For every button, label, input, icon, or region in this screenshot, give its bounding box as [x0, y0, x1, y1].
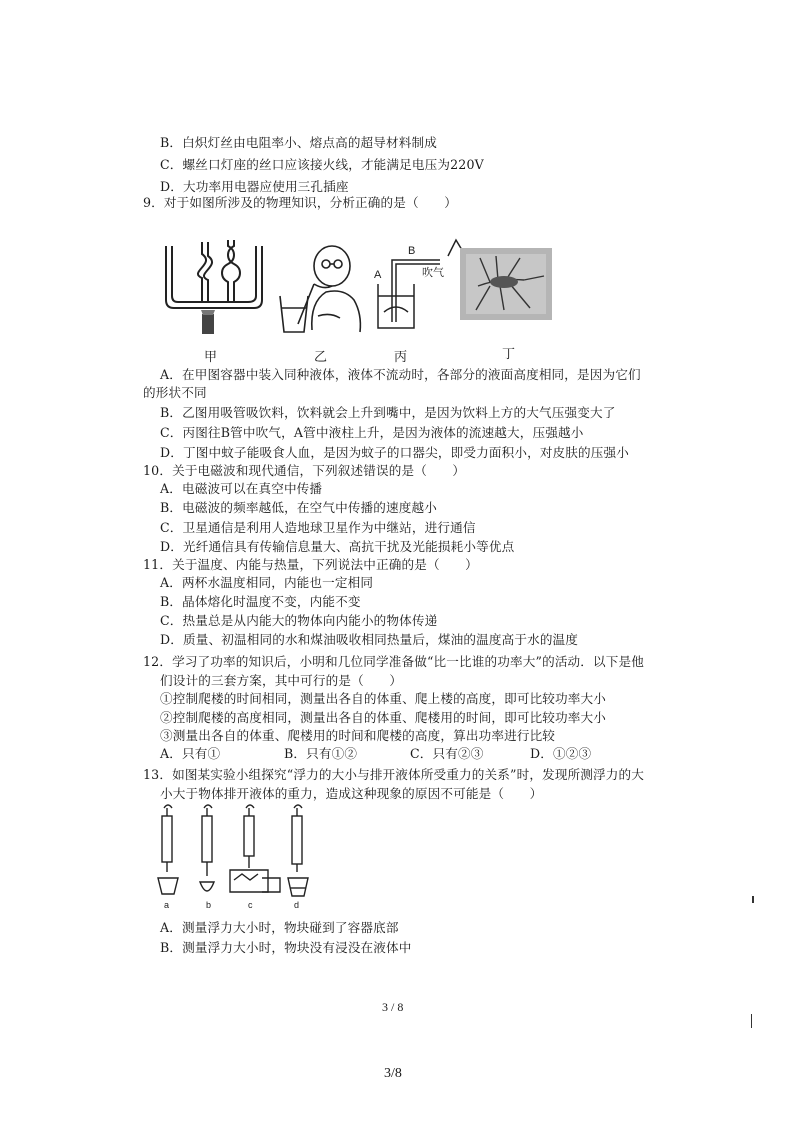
q12-plan-3: ③测量出各自的体重、爬楼用的时间和爬楼的高度，算出功率进行比较	[160, 728, 556, 743]
figure-ding-caption: 丁	[502, 347, 516, 362]
q13-option-b: B．测量浮力大小时，物块没有浸没在液体中	[160, 940, 412, 955]
q11-option-c: C．热量总是从内能大的物体向内能小的物体传递	[160, 613, 438, 628]
q12-plan-2: ②控制爬楼的高度相同，测量出各自的体重、爬楼用的时间，即可比较功率大小	[160, 710, 607, 725]
q12-option-d: D．①②③	[530, 746, 592, 761]
figure-q13-label-d: d	[294, 900, 300, 910]
figure-yi-straw-drinking	[274, 242, 366, 338]
q9-option-b: B．乙图用吸管吸饮料，饮料就会上升到嘴中，是因为饮料上方的大气压强变大了	[160, 405, 616, 420]
figure-bing-blow-tube	[370, 232, 466, 336]
q12-option-a: A．只有①	[160, 746, 221, 761]
q12-plan-1: ①控制爬楼的时间相同，测量出各自的体重、爬上楼的高度，即可比较功率大小	[160, 691, 607, 706]
q13-stem-line1: 13．如图某实验小组探究“浮力的大小与排开液体所受重力的关系”时，发现所测浮力的大	[143, 767, 645, 782]
scan-speck	[752, 896, 754, 903]
figure-q13-buoyancy-steps	[150, 800, 330, 910]
q12-stem-line1: 12．学习了功率的知识后，小明和几位同学准备做“比一比谁的功率大”的活动．以下是他	[143, 654, 645, 669]
q8-option-c: C．螺丝口灯座的丝口应该接火线，才能满足电压为220V	[160, 157, 484, 172]
q9-option-a-line2: 的形状不同	[143, 385, 207, 400]
figure-bing-caption: 丙	[394, 350, 408, 365]
q11-stem: 11．关于温度、内能与热量，下列说法中正确的是（ ）	[143, 557, 478, 572]
q10-option-d: D．光纤通信具有传输信息量大、高抗干扰及光能损耗小等优点	[160, 539, 515, 554]
q12-option-b: B．只有①②	[284, 746, 358, 761]
page-number-outer: 3/8	[384, 1066, 402, 1081]
q9-stem: 9．对于如图所涉及的物理知识，分析正确的是（ ）	[143, 195, 458, 210]
figure-q13-label-a: a	[164, 900, 170, 910]
figure-ding-mosquito	[460, 248, 552, 320]
figure-bing-label-b: B	[408, 245, 416, 257]
q10-stem: 10．关于电磁波和现代通信，下列叙述错误的是（ ）	[143, 463, 466, 478]
q10-option-c: C．卫星通信是利用人造地球卫星作为中继站，进行通信	[160, 520, 476, 535]
figure-jia-connected-vessels	[158, 238, 270, 336]
q10-option-b: B．电磁波的频率越低，在空气中传播的速度越小	[160, 500, 438, 515]
q11-option-d: D．质量、初温相同的水和煤油吸收相同热量后，煤油的温度高于水的温度	[160, 632, 579, 647]
q12-stem-line2: 们设计的三套方案，其中可行的是（ ）	[160, 673, 403, 688]
scan-speck	[751, 1014, 752, 1028]
figure-q13-label-c: c	[248, 900, 253, 910]
q8-option-b: B．白炽灯丝由电阻率小、熔点高的超导材料制成	[160, 135, 438, 150]
q12-option-c: C．只有②③	[410, 746, 484, 761]
q13-stem-line2: 小大于物体排开液体的重力，造成这种现象的原因不可能是（ ）	[160, 786, 543, 801]
q10-option-a: A．电磁波可以在真空中传播	[160, 481, 323, 496]
page-number-inner: 3 / 8	[382, 1000, 404, 1014]
q8-option-d: D．大功率用电器应使用三孔插座	[160, 179, 349, 194]
q9-option-d: D．丁图中蚊子能吸食人血，是因为蚊子的口器尖，即受力面积小，对皮肤的压强小	[160, 445, 630, 460]
q13-option-a: A．测量浮力大小时，物块碰到了容器底部	[160, 920, 399, 935]
figure-bing-label-a: A	[374, 269, 382, 281]
q9-option-c: C．丙图往B管中吹气，A管中液柱上升，是因为液体的流速越大，压强越小	[160, 425, 584, 440]
q11-option-a: A．两杯水温度相同，内能也一定相同	[160, 575, 374, 590]
figure-q13-label-b: b	[206, 900, 212, 910]
figure-bing-label-blow: 吹气	[422, 266, 444, 279]
q9-option-a-line1: A．在甲图容器中装入同种液体，液体不流动时，各部分的液面高度相同，是因为它们	[160, 367, 641, 382]
figure-jia-caption: 甲	[204, 350, 218, 365]
figure-yi-caption: 乙	[314, 350, 328, 365]
q11-option-b: B．晶体熔化时温度不变，内能不变	[160, 594, 361, 609]
